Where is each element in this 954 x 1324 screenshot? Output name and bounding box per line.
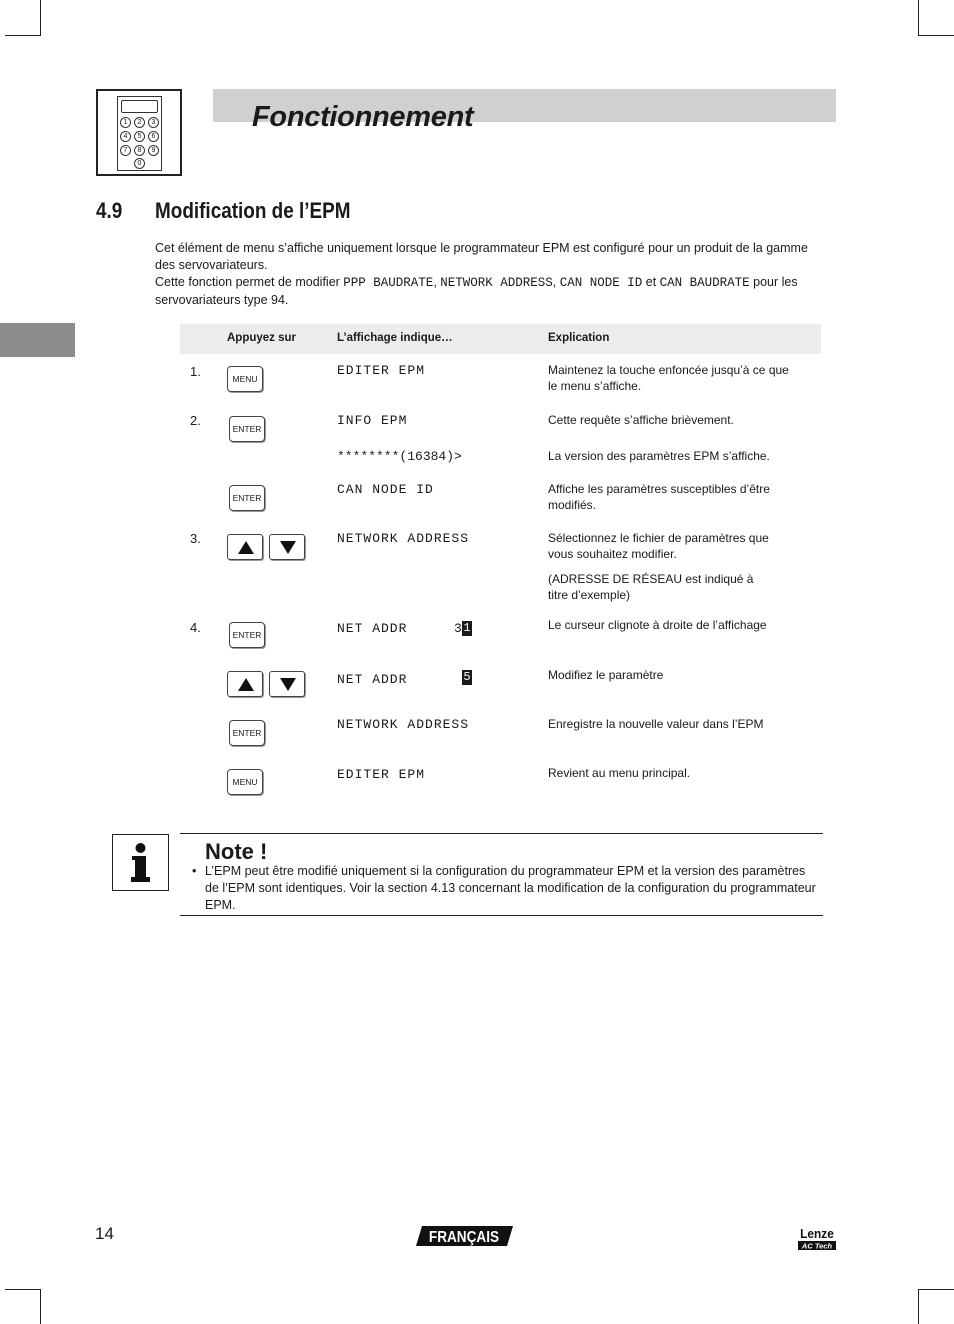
brand-subtitle: AC Tech — [801, 1241, 833, 1251]
display-text: NET ADDR — [337, 672, 408, 687]
side-tab-marker — [0, 323, 75, 357]
column-header-explanation: Explication — [548, 332, 610, 344]
brand-name: Lenze — [800, 1226, 834, 1242]
keypad-key: 3 — [148, 117, 159, 128]
keypad-key: 2 — [134, 117, 145, 128]
language-label: FRANÇAIS — [428, 1229, 500, 1246]
parameter-name: CAN NODE ID — [559, 276, 643, 290]
explanation-text: Revient au menu principal. — [548, 766, 691, 780]
display-cursor: 1 — [463, 621, 471, 635]
keypad-key: 1 — [120, 117, 131, 128]
enter-button[interactable]: ENTER — [229, 485, 265, 511]
crop-mark — [918, 35, 954, 36]
display-text: NETWORK ADDRESS — [337, 717, 470, 732]
display-text: NET ADDR — [337, 621, 408, 636]
language-badge — [416, 1226, 513, 1246]
crop-mark — [5, 35, 41, 36]
section-title: Modification de l’EPM — [155, 198, 351, 223]
explanation-text: Le curseur clignote à droite de l’affichage — [548, 618, 767, 632]
display-text: EDITER EPM — [337, 767, 426, 782]
crop-mark — [918, 1289, 919, 1324]
crop-mark — [40, 0, 41, 35]
display-text: NETWORK ADDRESS — [337, 531, 470, 546]
display-text: ********(16384)> — [337, 449, 462, 464]
keypad-key: 8 — [134, 145, 145, 156]
intro-text-run: et — [642, 275, 660, 289]
explanation-text: La version des paramètres EPM s’affiche. — [548, 449, 770, 463]
display-cursor: 5 — [463, 670, 471, 684]
menu-button[interactable]: MENU — [227, 366, 263, 392]
up-arrow-button[interactable] — [227, 671, 263, 697]
parameter-name: PPP BAUDRATE — [343, 276, 434, 290]
note-text: L’EPM peut être modifié uniquement si la configuration du programmateur EPM et la version des paramètres de l’EPM sont identiques. Voir la section 4.13 concernant la modification de la configuration du programmateur EPM. — [205, 864, 816, 912]
intro-text-run: , — [433, 275, 441, 289]
enter-button[interactable]: ENTER — [229, 416, 265, 442]
note-bottom-rule — [180, 915, 823, 916]
keypad-key: 9 — [148, 145, 159, 156]
display-value: 3 — [454, 621, 462, 636]
explanation-text: Affiche les paramètres susceptibles d’être modifiés. — [548, 482, 770, 512]
down-arrow-button[interactable] — [269, 671, 305, 697]
column-header-press: Appuyez sur — [227, 332, 297, 344]
keypad-icon — [96, 89, 182, 176]
crop-mark — [40, 1289, 41, 1324]
page-number: 14 — [95, 1224, 114, 1243]
step-number: 3. — [190, 531, 201, 546]
keypad-key: 0 — [134, 158, 145, 169]
up-arrow-icon — [237, 540, 255, 555]
up-arrow-icon — [237, 677, 255, 692]
intro-text-run: Cette fonction permet de modifier — [155, 275, 344, 289]
crop-mark — [918, 1289, 954, 1290]
note-title: Note ! — [205, 839, 268, 864]
display-text: CAN NODE ID — [337, 482, 434, 497]
keypad-body — [117, 96, 162, 171]
explanation-text: Modifiez le paramètre — [548, 668, 664, 682]
down-arrow-button[interactable] — [269, 534, 305, 560]
parameter-name: CAN BAUDRATE — [659, 276, 750, 290]
keypad-screen — [121, 100, 158, 113]
column-header-display: L’affichage indique… — [337, 332, 453, 344]
note-body — [192, 863, 820, 914]
keypad-key: 4 — [120, 131, 131, 142]
brand-logo — [797, 1226, 837, 1252]
note-bullet: • — [192, 864, 197, 878]
section-number: 4.9 — [96, 198, 123, 223]
display-text: EDITER EPM — [337, 363, 426, 378]
intro-paragraph — [155, 274, 825, 309]
display-text: INFO EPM — [337, 413, 408, 428]
step-number: 1. — [190, 364, 201, 379]
up-arrow-button[interactable] — [227, 534, 263, 560]
keypad-key: 7 — [120, 145, 131, 156]
intro-paragraph: Cet élément de menu s’affiche uniquement lorsque le programmateur EPM est configuré pour un produit de la gamme des servovariateurs. — [155, 241, 808, 272]
explanation-text: Sélectionnez le fichier de paramètres que vous souhaitez modifier. — [548, 531, 769, 561]
keypad-key: 6 — [148, 131, 159, 142]
enter-button[interactable]: ENTER — [229, 720, 265, 746]
explanation-text: Maintenez la touche enfoncée jusqu’à ce que le menu s’affiche. — [548, 363, 789, 393]
intro-text — [155, 240, 825, 309]
down-arrow-icon — [279, 677, 297, 692]
info-icon — [112, 834, 169, 891]
down-arrow-icon — [279, 540, 297, 555]
step-number: 4. — [190, 620, 201, 635]
note-top-rule — [180, 833, 823, 834]
crop-mark — [5, 1289, 41, 1290]
intro-text-run: pour les servovariateurs type 94. — [155, 275, 798, 307]
crop-mark — [918, 0, 919, 35]
intro-text-run: , — [552, 275, 560, 289]
keypad-key: 5 — [134, 131, 145, 142]
explanation-text: Enregistre la nouvelle valeur dans l’EPM — [548, 717, 764, 731]
explanation-text: Cette requête s’affiche brièvement. — [548, 413, 734, 427]
step-number: 2. — [190, 413, 201, 428]
info-i-glyph — [113, 835, 168, 890]
enter-button[interactable]: ENTER — [229, 622, 265, 648]
explanation-text: (ADRESSE DE RÉSEAU est indiqué à titre d’exemple) — [548, 572, 754, 602]
menu-button[interactable]: MENU — [227, 769, 263, 795]
parameter-name: NETWORK ADDRESS — [440, 276, 553, 290]
page-title: Fonctionnement — [252, 101, 474, 133]
